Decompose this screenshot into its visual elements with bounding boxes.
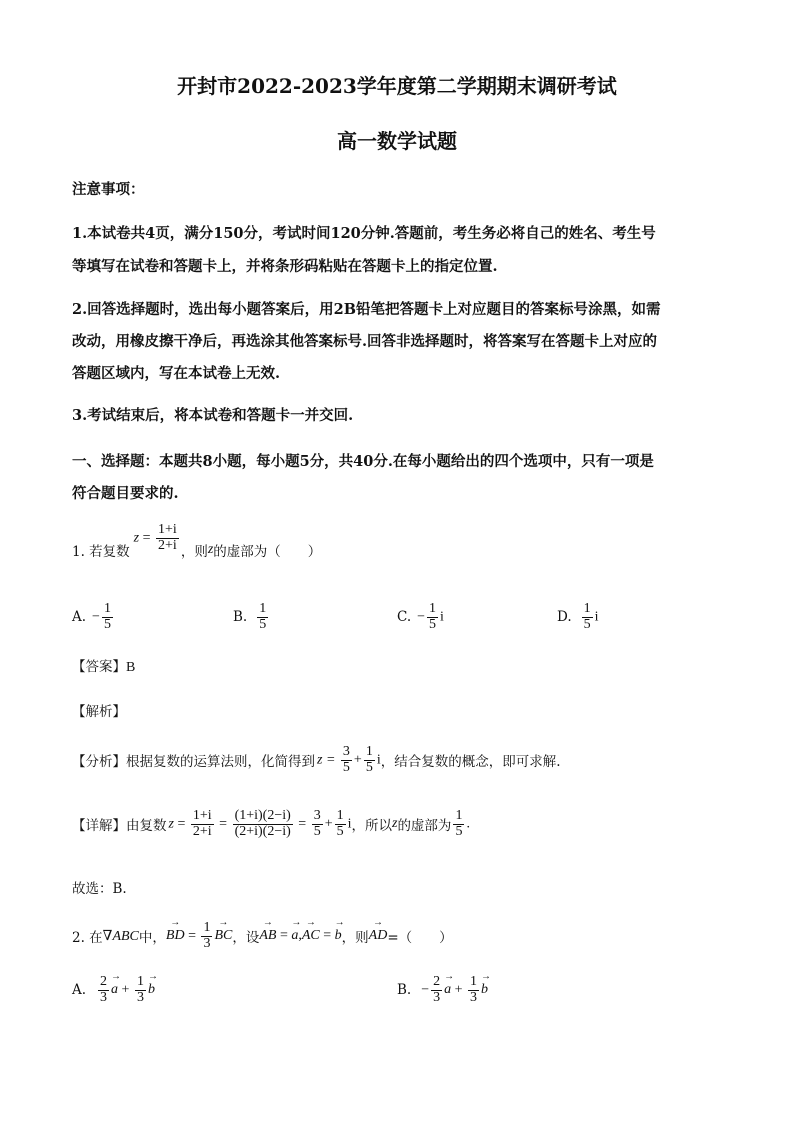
analysis-label: 【解析】 xyxy=(72,704,126,720)
exam-title: 开封市2022-2023学年度第二学期期末调研考试 xyxy=(177,74,617,98)
q1-z: z xyxy=(207,542,214,557)
q1-option-a[interactable]: A. − $\frac{1}{5}$ xyxy=(72,600,111,632)
exam-subtitle: 高一数学试题 xyxy=(337,129,457,153)
answer-label: 【答案】 xyxy=(72,659,126,675)
answer-value: B xyxy=(126,660,136,675)
section1-line2: 符合题目要求的. xyxy=(72,485,179,502)
xiangjie-text3: 的虚部为 xyxy=(397,818,452,834)
q2-option-a[interactable]: A. $\frac{2}{3}$ → a + $\frac{1}{3}$ → b xyxy=(72,968,155,1012)
notice-item3: 3.考试结束后，将本试卷和答题卡一并交回. xyxy=(72,407,354,424)
q1-formula: z = $\frac{1+i}{2+i}$ xyxy=(133,521,177,553)
q1-answer xyxy=(72,655,135,676)
xiangjie-text2: ，所以 xyxy=(351,818,392,834)
q2-vectors: → AB = → a,→ AC = → b xyxy=(259,928,341,944)
xiangjie-label: 【详解】 xyxy=(72,818,126,834)
fenxi-text1: 根据复数的运算法则，化简得到 xyxy=(126,754,315,770)
q1-fenxi xyxy=(72,740,561,780)
fenxi-text2: ，结合复数的概念，即可求解. xyxy=(380,754,561,770)
q1-conclusion: 故选：B. xyxy=(72,881,127,897)
fenxi-label: 【分析】 xyxy=(72,754,126,770)
section1-line1: 一、选择题：本题共8小题，每小题5分，共40分.在每小题给出的四个选项中，只有一项是 xyxy=(72,453,654,470)
q1-suffix2: 的虚部为（ ） xyxy=(213,544,322,560)
q2-prefix: 2. 在 xyxy=(72,930,103,946)
notice-item2-line2: 改动，用橡皮擦干净后，再选涂其他答案标号.回答非选择题时，将答案写在答题卡上对应的 xyxy=(72,333,658,350)
q2-triangle: ∇ABC xyxy=(102,928,139,944)
question-1-stem xyxy=(72,521,322,572)
q1-option-c[interactable]: C. − $\frac{1}{5}$ i xyxy=(397,600,444,632)
q2-relation: → BD = $\frac{1}{3}$ → BC xyxy=(166,921,232,951)
notice-item1-line1: 1.本试卷共4页，满分150分，考试时间120分钟.答题前，考生务必将自己的姓名、考生号 xyxy=(72,225,656,242)
notice-item2-line3: 答题区域内，写在本试卷上无效. xyxy=(72,365,281,382)
q1-prefix: 1. 若复数 xyxy=(72,544,130,560)
q1-suffix1: ，则 xyxy=(180,544,208,560)
q1-option-d[interactable]: D. $\frac{1}{5}$ i xyxy=(557,600,599,632)
xiangjie-formula: z = $\frac{1+i}{2+i}$ = $\frac{(1+i)(2-i)}{(2+i)(2-i)}$ = $\frac{3}{5}$ + $\frac{1}{5}$ i xyxy=(168,807,352,839)
q1-xiangjie: 【详解】 由复数 z = $\frac{1+i}{2+i}$ = $\frac{(1+i)(2-i)}{(2+i)(2-i)}$ = $\frac{3}{5}$ + $\frac{1}{5}$ i ，所以 z 的虚部为 $\frac{1}{5}$ . xyxy=(72,807,470,839)
q2-option-b[interactable]: B. − $\frac{2}{3}$ → a + $\frac{1}{3}$ → b xyxy=(397,968,488,1012)
q1-option-b[interactable]: B. $\frac{1}{5}$ xyxy=(233,600,267,632)
question-2-stem: 2. 在 ∇ABC 中， → BD = $\frac{1}{3}$ → BC ，设 → AB = → a,→ AC = → b ，则 → AD =（ ） xyxy=(72,914,453,958)
fenxi-formula: z = $\frac{3}{5}$ + $\frac{1}{5}$ i xyxy=(317,743,381,775)
notice-item2-line1: 2.回答选择题时，选出每小题答案后，用2B铅笔把答题卡上对应题目的答案标号涂黑，如需 xyxy=(72,301,661,318)
xiangjie-text1: 由复数 xyxy=(126,818,167,834)
notice-heading: 注意事项： xyxy=(72,181,145,198)
notice-item1-line2: 等填写在试卷和答题卡上，并将条形码粘贴在答题卡上的指定位置. xyxy=(72,258,498,275)
